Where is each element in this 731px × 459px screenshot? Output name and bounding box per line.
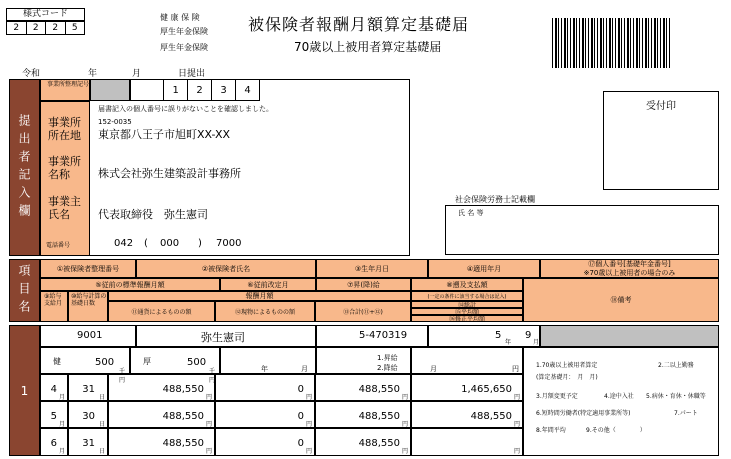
form-code-label: 様式コード — [6, 8, 85, 21]
form-subtitle: 70歳以上被用者算定基礎届 — [294, 40, 442, 54]
insurance-line-1: 健 康 保 険 — [160, 13, 200, 22]
remark-1: 1.70歳以上被用者算定 — [536, 362, 598, 369]
col-average: ⑮平均額 — [411, 308, 523, 315]
office-number-boxes — [130, 79, 260, 101]
record-prev-revision[interactable]: 年 月 — [220, 347, 316, 374]
pay-month[interactable]: 5 月 — [40, 401, 68, 428]
office-name-label: 事業所名称 — [48, 155, 81, 181]
col-personal-number: ⑰個人番号[基礎年金番号] ※70歳以上被用者の場合のみ — [540, 259, 719, 278]
base-days[interactable]: 31 日 — [68, 428, 108, 456]
date-month-label: 月 — [132, 69, 142, 79]
office-number-label: 事業所整理記号 — [40, 79, 90, 101]
col-pay-month: ⑨給与支給月 — [40, 291, 68, 322]
monthly-rows — [40, 374, 523, 456]
col-goods-amount: ⑫現物によるものの額 — [215, 301, 315, 322]
record-health-standard[interactable]: 健 500 千円 — [40, 347, 130, 374]
insurance-line-3: 厚生年金保険 — [160, 43, 208, 52]
pay-month[interactable]: 6 月 — [40, 428, 68, 456]
insurance-line-2: 厚生年金保険 — [160, 27, 208, 36]
office-number-digit: 2 — [188, 80, 212, 100]
record-pension-standard[interactable]: 厚 500 千円 — [130, 347, 220, 374]
col-condition-note: (一定の条件に該当する場合は記入) — [411, 291, 523, 301]
phone-area: 042 — [114, 238, 134, 249]
record-insured-name[interactable]: 弥生憲司 — [136, 325, 316, 347]
reception-stamp-box — [603, 91, 719, 190]
total-amount[interactable]: 488,550 円 — [315, 401, 411, 428]
remark-8: 8.年間平均 — [536, 427, 566, 434]
item-header-label: 項目名 — [9, 259, 40, 322]
col-monthly-pay: 報酬月額 — [108, 291, 411, 301]
owner-name: 代表取締役 弥生憲司 — [98, 208, 208, 221]
phone-mid: 000 — [160, 238, 180, 249]
total-amount[interactable]: 488,550 円 — [315, 428, 411, 456]
col-prev-standard: ⑤従前の標準報酬月額 — [40, 278, 220, 291]
owner-name-label: 事業主氏名 — [48, 195, 81, 221]
adjusted-average[interactable]: 円 — [411, 428, 523, 456]
col-birth-date: ③生年月日 — [316, 259, 428, 278]
reception-label: 受付印 — [646, 101, 676, 112]
date-era: 令和 — [22, 69, 41, 79]
col-insured-name: ②被保険者氏名 — [136, 259, 316, 278]
remark-3: 3.月額変更予定 — [536, 393, 578, 400]
base-days[interactable]: 30 日 — [68, 401, 108, 428]
form-code-digit: 2 — [46, 22, 66, 34]
record-insured-number[interactable]: 9001 — [40, 325, 136, 347]
address-label: 事業所所在地 — [48, 116, 81, 142]
form-title: 被保険者報酬月額算定基礎届 — [248, 15, 470, 34]
form-code-digit: 2 — [7, 22, 27, 34]
form-code-digit: 5 — [71, 23, 78, 33]
remark-2: 2.二以上勤務 — [658, 362, 694, 369]
remark-5: 5.病休・育休・休職等 — [646, 393, 706, 400]
form-code-boxes — [6, 21, 85, 35]
record-birth-date[interactable]: 5-470319 — [316, 325, 428, 347]
remark-4: 4.途中入社 — [604, 393, 634, 400]
col-grand-total: ⑭総計 — [411, 301, 523, 308]
record-row-number: 1 — [9, 325, 40, 456]
goods-amount[interactable]: 0 円 — [215, 401, 315, 428]
grand-total[interactable]: 1,465,650 円 — [411, 374, 523, 401]
remark-7: 7.パート — [674, 410, 698, 417]
col-adjusted-average: ⑯修正平均額 — [411, 315, 523, 322]
office-number-digit: 1 — [164, 80, 188, 100]
sharoushi-box — [445, 205, 719, 255]
postal-code: 152-0035 — [98, 118, 132, 126]
total-amount[interactable]: 488,550 円 — [315, 374, 411, 401]
office-name: 株式会社弥生建築設計事務所 — [98, 167, 241, 180]
form-code-digit: 2 — [27, 22, 47, 34]
office-address: 東京都八王子市旭町XX-XX — [98, 128, 231, 141]
barcode — [552, 18, 672, 68]
remarks-box[interactable] — [523, 347, 719, 456]
goods-amount[interactable]: 0 円 — [215, 428, 315, 456]
record-raise-cut[interactable]: 1.昇給 2.降給 — [316, 347, 411, 374]
confirmation-note: 届書記入の個人番号に誤りがないことを確認しました。 — [98, 105, 273, 113]
submitter-section-label: 提出者記入欄 — [9, 79, 40, 256]
cash-amount[interactable]: 488,550 円 — [108, 374, 215, 401]
applied-year: 5 — [495, 330, 502, 341]
record-applied-date[interactable]: 5 年 9 月 — [428, 325, 540, 347]
col-base-days: ⑩給与計算の基礎日数 — [68, 291, 108, 322]
col-insured-number: ①被保険者整理番号 — [40, 259, 136, 278]
phone-label: 電話番号 — [46, 242, 71, 249]
sharoushi-name-label: 氏 名 等 — [458, 209, 484, 217]
base-days[interactable]: 31 日 — [68, 374, 108, 401]
record-personal-number[interactable] — [540, 325, 719, 347]
cash-amount[interactable]: 488,550 円 — [108, 401, 215, 428]
col-total: ⑬合計(⑪+⑫) — [315, 301, 411, 322]
col-remarks: ⑱備考 — [523, 278, 719, 322]
col-prev-revision: ⑥従前改定月 — [220, 278, 316, 291]
goods-amount[interactable]: 0 円 — [215, 374, 315, 401]
office-number-gray — [90, 79, 130, 101]
remark-6: 6.短時間労働者(特定適用事業所等) — [536, 410, 631, 417]
col-applied-date: ④適用年月 — [428, 259, 540, 278]
applied-month: 9 — [525, 330, 532, 341]
cash-amount[interactable]: 488,550 円 — [108, 428, 215, 456]
remark-2-note: (算定基礎月： 月 月) — [536, 374, 598, 381]
average-amount[interactable]: 488,550 円 — [411, 401, 523, 428]
sharoushi-label: 社会保険労務士記載欄 — [455, 195, 535, 204]
office-number-digit: 3 — [212, 80, 236, 100]
col-cash-amount: ⑪通貨によるものの額 — [108, 301, 215, 322]
office-number-digit: 4 — [244, 84, 251, 96]
col-retro-payment: ⑧遡及支払額 — [411, 278, 523, 291]
date-year-label: 年 — [88, 69, 98, 79]
remark-9: 9.その他（ ） — [586, 427, 646, 434]
pay-month[interactable]: 4 月 — [40, 374, 68, 401]
record-retro-payment[interactable]: 月 円 — [411, 347, 523, 374]
date-day-label: 日提出 — [178, 69, 206, 79]
col-raise: ⑦昇(降)給 — [316, 278, 411, 291]
phone-last: 7000 — [216, 238, 242, 249]
